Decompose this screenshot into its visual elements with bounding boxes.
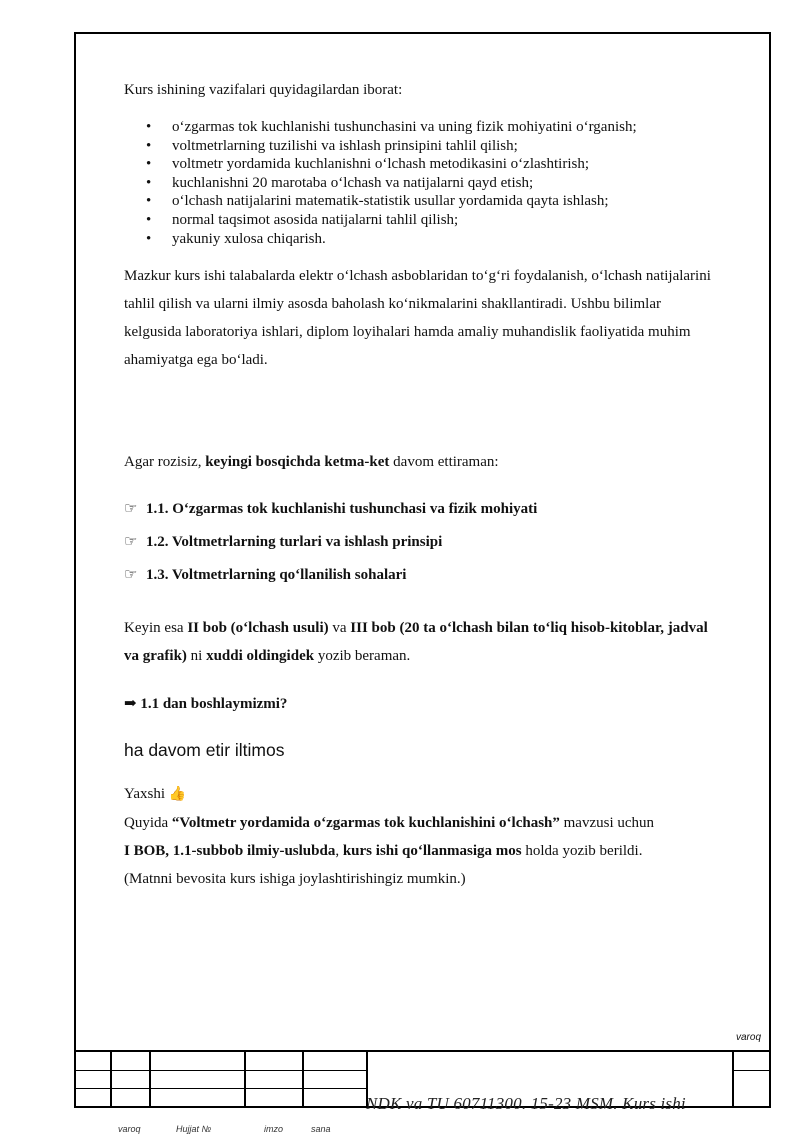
reply-bold: I BOB, 1.1-subbob ilmiy-uslubda <box>124 843 336 860</box>
next-text: ni <box>186 648 207 665</box>
stamp-label: Hujjat № <box>176 1124 212 1134</box>
agree-text: Agar rozisiz, <box>124 454 206 471</box>
next-steps-paragraph <box>124 614 724 670</box>
arrow-right-icon: ➡ <box>124 696 137 713</box>
reply-line-3: (Matnni bevosita kurs ishiga joylashtirishingiz mumkin.) <box>124 871 466 888</box>
list-item: • voltmetrlarning tuzilishi va ishlash prinsipini tahlil qilish; <box>124 137 724 156</box>
section-title: 1.1. O‘zgarmas tok kuchlanishi tushunchasi va fizik mohiyati <box>146 501 538 518</box>
reply-text: Quyida <box>124 815 172 832</box>
list-item: • o‘zgarmas tok kuchlanishi tushunchasini va uning fizik mohiyatini o‘rganish; <box>124 118 724 137</box>
list-item: • kuchlanishni 20 marotaba o‘lchash va natijalarni qayd etish; <box>124 174 724 193</box>
stamp-rule <box>74 1070 368 1071</box>
stamp-label: imzo <box>264 1124 284 1134</box>
stamp-divider <box>732 1050 734 1108</box>
next-text: va <box>328 620 351 637</box>
agree-text-end: davom ettiraman: <box>389 454 499 471</box>
user-reply: ha davom etir iltimos <box>124 740 285 761</box>
section-item <box>124 493 724 526</box>
summary-paragraph: Mazkur kurs ishi talabalarda elektr o‘lchash asboblaridan to‘g‘ri foydalanish, o‘lchash natijalarini tahlil qilish va ularni ilmiy asosda baholash ko‘nikmalarini shakllantiradi. Ushbu bilimlar kelgusida laboratoriya ishlari, diplom loyihalari hamda amaliy muhandislik faoliyatida muhim ahamiyatga ega bo‘ladi. <box>124 268 711 369</box>
stamp-divider <box>149 1050 151 1108</box>
reply-text: , <box>335 843 343 860</box>
section-item <box>124 526 724 559</box>
reply-yaxshi: Yaxshi <box>124 786 165 803</box>
section-list <box>124 493 724 592</box>
thumbs-up-icon: 👍 <box>168 787 187 803</box>
question-text: 1.1 dan boshlaymizmi? <box>140 696 288 713</box>
next-text: yozib beraman. <box>314 648 411 665</box>
next-bold: xuddi oldingidek <box>206 648 315 665</box>
stamp-rule <box>74 1050 771 1052</box>
section-title: 1.3. Voltmetrlarning qo‘llanilish sohalari <box>146 567 407 584</box>
stamp-label: sana <box>311 1124 331 1134</box>
pointing-hand-icon: ☞ <box>124 534 138 551</box>
reply-text: holda yozib berildi. <box>521 843 643 860</box>
document-body <box>124 78 724 893</box>
list-item: • yakuniy xulosa chiqarish. <box>124 230 724 249</box>
stamp-rule <box>74 1088 368 1089</box>
section-item <box>124 559 724 592</box>
next-bold: III bob (20 ta o‘lchash bilan to‘liq hisob-kitoblar, jadval va grafik) <box>124 620 708 665</box>
list-item: • voltmetr yordamida kuchlanishni o‘lchash metodikasini o‘zlashtirish; <box>124 155 724 174</box>
next-bold: II bob (o‘lchash usuli) <box>187 620 329 637</box>
pointing-hand-icon: ☞ <box>124 501 138 518</box>
reply-greeting <box>124 780 724 809</box>
stamp-rule <box>734 1070 771 1071</box>
tasks-list <box>124 118 724 248</box>
sheet-label: varoq <box>736 1032 762 1043</box>
document-code: NDK va TU 60711300. 15-23 MSM. Kurs ishi <box>366 1094 686 1113</box>
tasks-intro: Kurs ishining vazifalari quyidagilardan iborat: <box>124 82 403 98</box>
list-item: • o‘lchash natijalarini matematik-statistik usullar yordamida qayta ishlash; <box>124 192 724 211</box>
reply-bold: kurs ishi qo‘llanmasiga mos <box>342 843 522 860</box>
stamp-divider <box>110 1050 112 1108</box>
question-line <box>124 690 724 718</box>
stamp-divider <box>302 1050 304 1108</box>
stamp-divider <box>244 1050 246 1108</box>
reply-line-2 <box>124 837 724 865</box>
next-text: Keyin esa <box>124 620 188 637</box>
reply-line-1 <box>124 809 724 837</box>
reply-bold: “Voltmetr yordamida o‘zgarmas tok kuchlanishini o‘lchash” <box>171 815 560 832</box>
agree-bold: keyingi bosqichda ketma-ket <box>205 454 390 471</box>
list-item: • normal taqsimot asosida natijalarni tahlil qilish; <box>124 211 724 230</box>
section-title: 1.2. Voltmetrlarning turlari va ishlash prinsipi <box>146 534 443 551</box>
agree-paragraph <box>124 448 724 476</box>
stamp-label: varoq <box>118 1124 141 1134</box>
pointing-hand-icon: ☞ <box>124 567 138 584</box>
reply-text: mavzusi uchun <box>559 815 655 832</box>
